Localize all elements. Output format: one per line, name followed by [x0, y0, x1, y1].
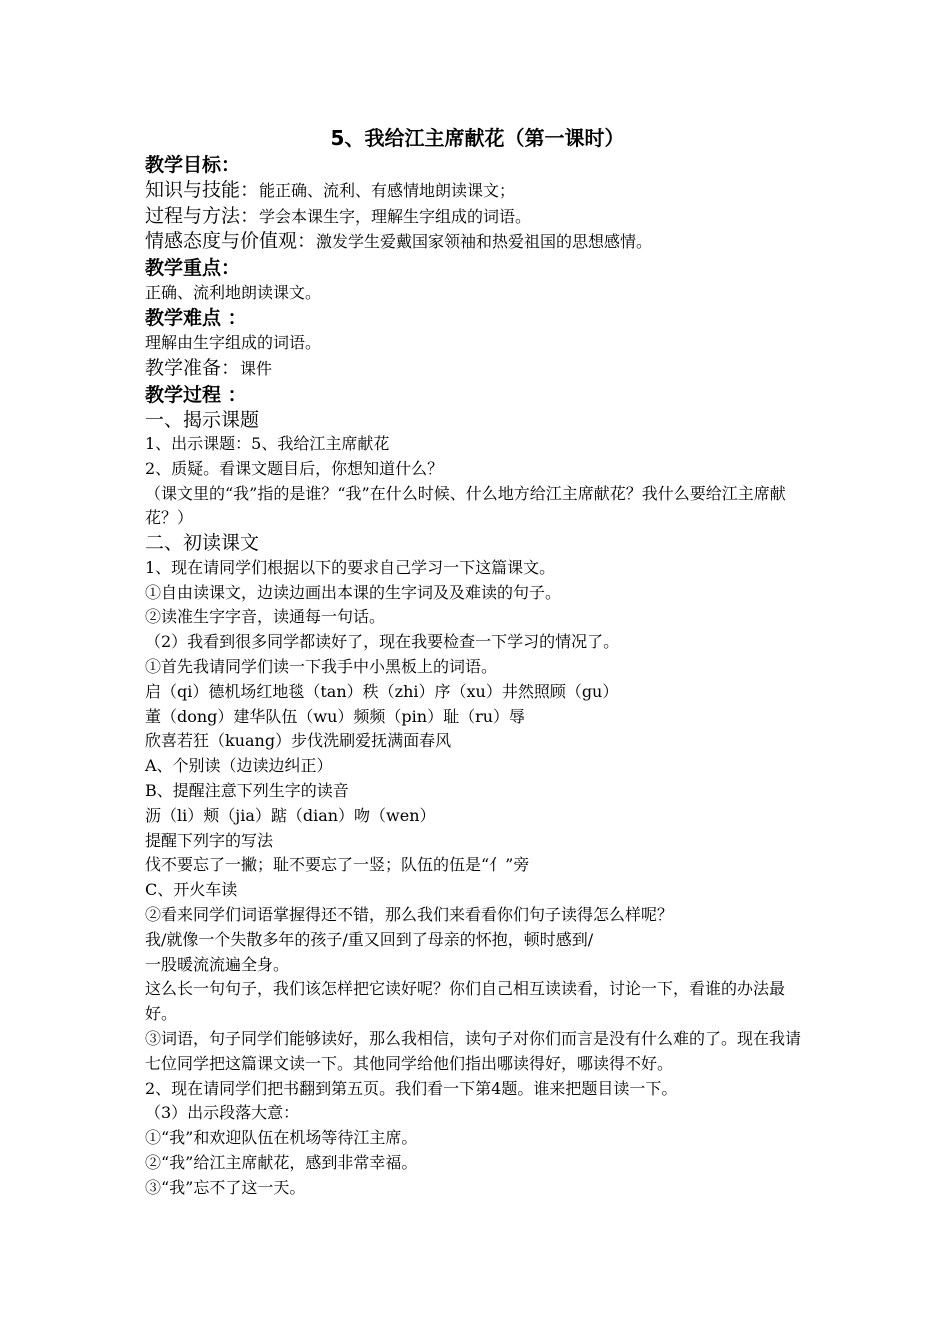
paragraph-line: ③“我”忘不了这一天。: [145, 1177, 306, 1197]
goals-heading: 教学目标：: [145, 154, 241, 176]
process-heading: 教学过程 ：: [145, 383, 247, 406]
goal-knowledge-label: 知识与技能：: [145, 179, 260, 201]
paragraph-line: ②读准生字字音，读通每一句话。: [145, 607, 386, 627]
paragraph-line: 2、质疑。看课文题目后，你想知道什么？: [145, 458, 444, 478]
paragraph-line: 这么长一句句子，我们该怎样把它读好呢？你们自己相互读读看，讨论一下，看谁的办法最好。: [145, 979, 786, 1024]
goal-attitude-label: 情感态度与价值观：: [145, 230, 317, 252]
goal-knowledge-text: 能正确、流利、有感情地朗读课文；: [259, 181, 516, 200]
key-heading: 教学重点：: [145, 256, 241, 279]
paragraph-line: A、个别读（边读边纠正）: [145, 756, 333, 776]
paragraph-line: 1、出示课题：5、我给江主席献花: [145, 434, 390, 454]
prep-label: 教学准备：: [145, 357, 241, 380]
goal-attitude: [145, 229, 810, 255]
goal-attitude-text: 激发学生爱戴国家领袖和热爱祖国的思想感情。: [316, 232, 653, 251]
paragraph-line: C、开火车读: [145, 880, 238, 900]
part1-lines: [145, 432, 810, 531]
document-page: [145, 124, 810, 1201]
difficulty-heading: 教学难点 ：: [145, 307, 247, 330]
goal-process-text: 学会本课生字，理解生字组成的词语。: [259, 206, 532, 226]
paragraph-line: 启（qi）德机场红地毯（tan）秩（zhi）序（xu）井然照顾（gu）: [145, 681, 619, 701]
prep-line: [145, 356, 810, 382]
goal-process-label: 过程与方法：: [145, 204, 260, 227]
paragraph-line: B、提醒注意下列生字的读音: [145, 780, 349, 800]
paragraph-line: ①“我”和欢迎队伍在机场等待江主席。: [145, 1128, 418, 1148]
paragraph-line: 2、现在请同学们把书翻到第五页。我们看一下第4题。谁来把题目读一下。: [145, 1078, 678, 1098]
paragraph-line: 提醒下列字的写法: [145, 830, 274, 850]
goal-knowledge: [145, 178, 810, 204]
paragraph-line: 欣喜若狂（kuang）步伐洗刷爱抚满面春风: [145, 731, 452, 751]
paragraph-line: ②看来同学们词语掌握得还不错，那么我们来看看你们句子读得怎么样呢？: [145, 904, 674, 924]
document-title: 5、我给江主席献花（第一课时）: [330, 126, 625, 150]
paragraph-line: 1、现在请同学们根据以下的要求自己学习一下这篇课文。: [145, 557, 556, 577]
paragraph-line: 一股暖流流遍全身。: [145, 954, 290, 974]
paragraph-line: 沥（li）颊（jia）踮（dian）吻（wen）: [145, 805, 436, 825]
paragraph-line: （课文里的“我”指的是谁？“我”在什么时候、什么地方给江主席献花？我什么要给江主席献花？）: [145, 483, 786, 528]
key-text: 正确、流利地朗读课文。: [145, 282, 322, 302]
paragraph-line: ①自由读课文，边读边画出本课的生字词及及难读的句子。: [145, 582, 562, 602]
paragraph-line: 董（dong）建华队伍（wu）频频（pin）耻（ru）辱: [145, 706, 526, 726]
part2-heading: 二、初读课文: [145, 532, 260, 555]
paragraph-line: 我/就像一个失散多年的孩子/重又回到了母亲的怀抱，顿时感到/: [145, 929, 594, 949]
paragraph-line: ③词语，句子同学们能够读好，那么我相信，读句子对你们而言是没有什么难的了。现在我请七位同学把这篇课文读一下。其他同学给他们指出哪读得好，哪读得不好。: [145, 1028, 802, 1073]
paragraph-line: ①首先我请同学们读一下我手中小黑板上的词语。: [145, 656, 498, 676]
paragraph-line: （3）出示段落大意：: [145, 1103, 300, 1123]
paragraph-line: （2）我看到很多同学都读好了，现在我要检查一下学习的情况了。: [145, 632, 620, 652]
goal-process: [145, 204, 810, 230]
part1-heading: 一、揭示课题: [145, 408, 260, 431]
paragraph-line: ②“我”给江主席献花，感到非常幸福。: [145, 1152, 418, 1172]
difficulty-text: 理解由生字组成的词语。: [145, 333, 322, 353]
prep-text: 课件: [240, 359, 273, 379]
paragraph-line: 伐不要忘了一撇；耻不要忘了一竖；队伍的伍是“亻”旁: [145, 855, 530, 875]
part2-lines: [145, 556, 810, 1201]
